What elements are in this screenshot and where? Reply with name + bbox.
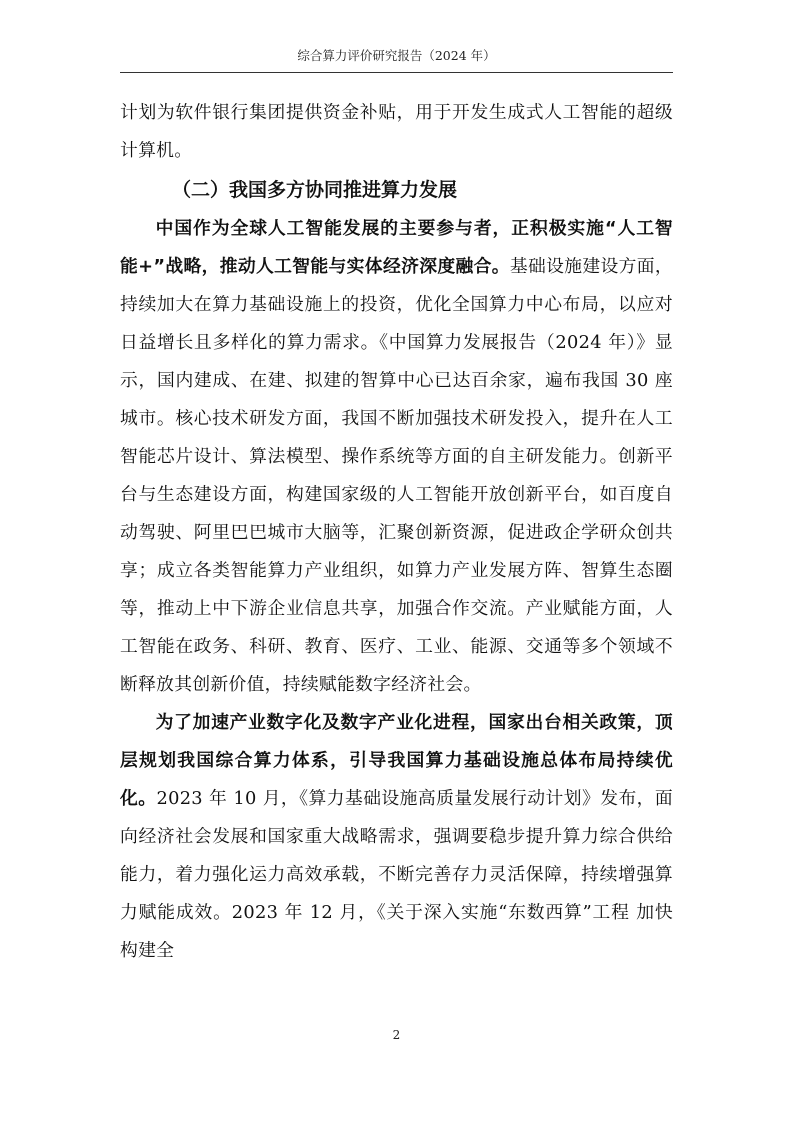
paragraph-1 <box>120 210 673 704</box>
paragraph-1-text: 基础设施建设方面，持续加大在算力基础设施上的投资，优化全国算力中心布局，以应对日益增长且多样化的算力需求。《中国算力发展报告（2024 年）》显示，国内建成、在建、拟建的智算中心已达百余家，遍布我国 30 座城市。核心技术研发方面，我国不断加强技术研发投入，提升在人工智能芯片设计、算法模型、操作系统等方面的自主研发能力。创新平台与生态建设方面，构建国家级的人工智能开放创新平台，如百度自动驾驶、阿里巴巴城市大脑等，汇聚创新资源，促进政企学研众创共享；成立各类智能算力产业组织，如算力产业发展方阵、智算生态圈等，推动上中下游企业信息共享，加强合作交流。产业赋能方面，人工智能在政务、科研、教育、医疗、工业、能源、交通等多个领域不断释放其创新价值，持续赋能数字经济社会。 <box>120 256 674 695</box>
document-body <box>120 94 673 970</box>
page-number: 2 <box>392 1028 401 1042</box>
section-heading: （二）我国多方协同推进算力发展 <box>172 179 458 201</box>
paragraph-2 <box>120 704 673 970</box>
running-header: 综合算力评价研究报告（2024 年） <box>297 48 496 63</box>
paragraph-2-lead: 为了加速产业数字化及数字产业化进程，国家出台相关政策，顶层规划我国综合算力体系，引导我国算力基础设施总体布局持续优化。 <box>120 712 673 809</box>
header-rule <box>120 72 673 73</box>
paragraph-1-lead: 中国作为全球人工智能发展的主要参与者，正积极实施“人工智能+”战略，推动人工智能与实体经济深度融合。 <box>120 218 673 277</box>
paragraph-2-text: 2023 年 10 月，《算力基础设施高质量发展行动计划》发布，面向经济社会发展和国家重大战略需求，强调要稳步提升算力综合供给能力，着力强化运力高效承载，不断完善存力灵活保障，持续增强算力赋能成效。2023 年 12 月，《关于深入实施“东数西算”工程 加快构建全 <box>120 788 673 961</box>
paragraph-continued: 计划为软件银行集团提供资金补贴，用于开发生成式人工智能的超级计算机。 <box>120 102 673 161</box>
